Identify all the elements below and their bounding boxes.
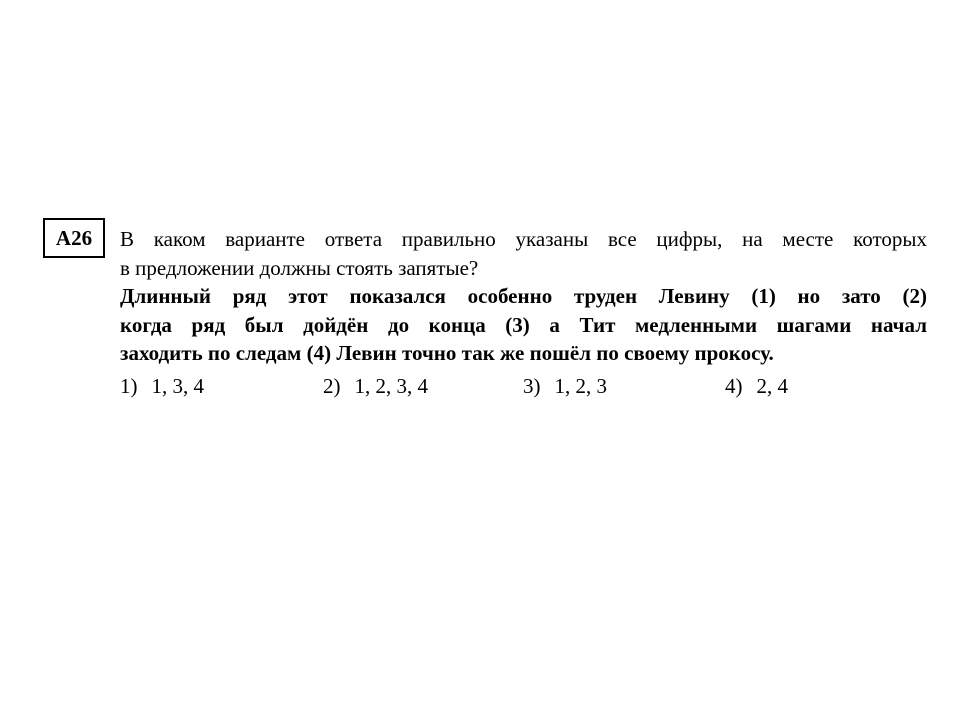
- sentence-line-1: Длинный ряд этот показался особенно труден Левину (1) но зато (2): [120, 284, 927, 308]
- sentence-line-3: заходить по следам (4) Левин точно так же пошёл по своему прокосу.: [120, 341, 774, 365]
- answer-options: [120, 371, 927, 401]
- option-number: 1): [120, 374, 138, 398]
- task-number-box: [43, 218, 105, 258]
- option-answer: 1, 3, 4: [151, 374, 204, 398]
- answer-option-4[interactable]: [725, 371, 788, 401]
- task-number: А26: [55, 225, 93, 250]
- question-block: [120, 225, 927, 368]
- option-number: 2): [323, 374, 341, 398]
- option-answer: 2, 4: [756, 374, 788, 398]
- answer-option-2[interactable]: [323, 371, 428, 401]
- question-prompt-line-1: В каком варианте ответа правильно указаны все цифры, на месте которых: [120, 227, 927, 251]
- option-answer: 1, 2, 3: [554, 374, 607, 398]
- option-answer: 1, 2, 3, 4: [354, 374, 428, 398]
- option-number: 3): [523, 374, 541, 398]
- sentence-line-2: когда ряд был дойдён до конца (3) а Тит медленными шагами начал: [120, 312, 927, 337]
- option-number: 4): [725, 374, 743, 398]
- answer-option-1[interactable]: [120, 371, 204, 401]
- question-prompt-line-2: в предложении должны стоять запятые?: [120, 255, 479, 280]
- answer-option-3[interactable]: [523, 371, 607, 401]
